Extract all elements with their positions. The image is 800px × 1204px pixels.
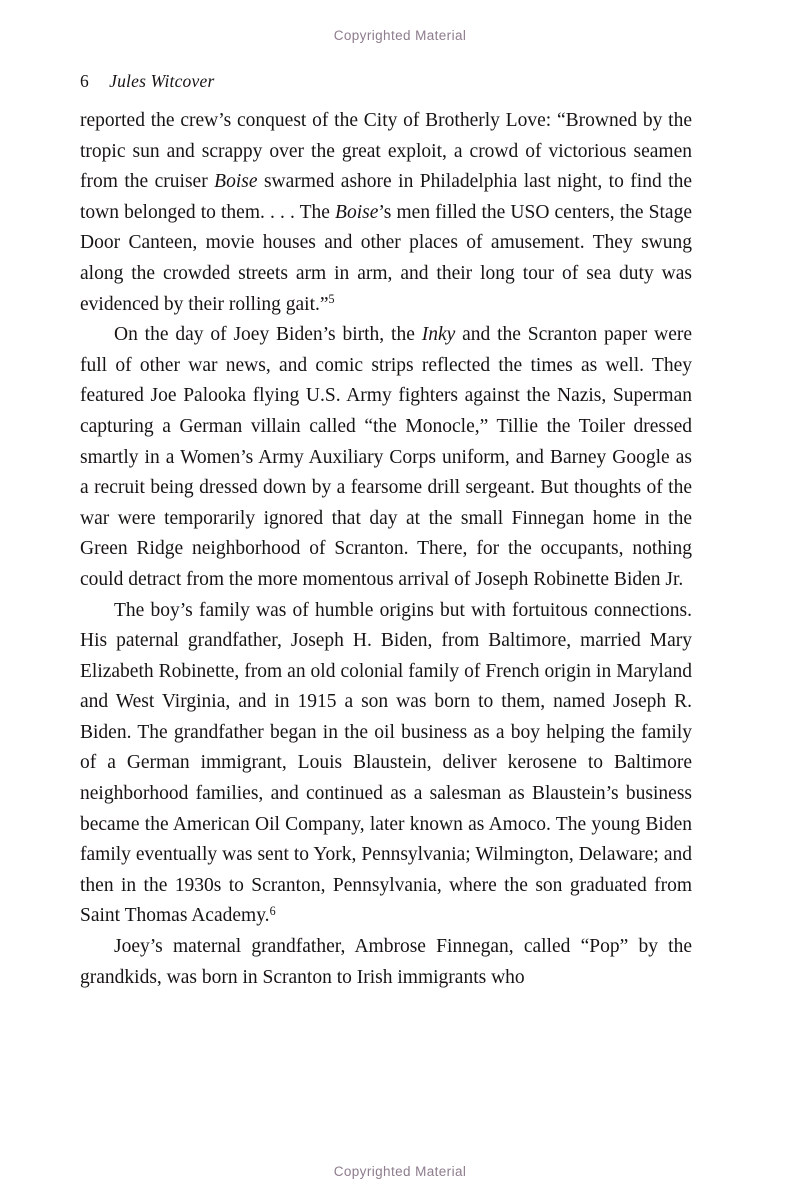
- body-text: [80, 106, 692, 993]
- italic-text: Boise: [214, 171, 258, 193]
- running-header: [80, 71, 214, 92]
- footnote-marker: 5: [328, 291, 335, 306]
- paragraph: [80, 932, 692, 993]
- paragraph: [80, 596, 692, 933]
- copyright-notice-top: Copyrighted Material: [333, 28, 467, 43]
- text-run: swarmed ashore in Philadelphia last night, to find the town belonged to them. . . . The: [80, 171, 692, 223]
- paragraph: [80, 320, 692, 595]
- text-run: reported the crew’s conquest of the City of Brotherly Love: “Browned by the tropic sun and scrappy over the great exploit, a crowd of victorious seamen from the cruiser: [80, 110, 692, 193]
- copyright-notice-bottom: Copyrighted Material: [333, 1164, 467, 1179]
- footnote-marker: 6: [269, 903, 276, 918]
- text-run: Joey’s maternal grandfather, Ambrose Finnegan, called “Pop” by the grandkids, was born in Scranton to Irish immigrants who: [80, 936, 692, 988]
- running-header-author: Jules Witcover: [109, 71, 215, 91]
- paragraph: [80, 106, 692, 320]
- italic-text: Inky: [421, 324, 456, 346]
- text-run: and the Scranton paper were full of other war news, and comic strips reflected the times as well. They featured Joe Palooka flying U.S. Army fighters against the Nazis, Superman capturing a German villain called “the Monocle,” Tillie the Toiler dressed smartly in a Women’s Army Auxiliary Corps uniform, and Barney Google as a recruit being dressed down by a fearsome drill sergeant. But thoughts of the war were temporarily ignored that day at the small Finnegan home in the Green Ridge neighborhood of Scranton. There, for the occupants, nothing could detract from the more momentous arrival of Joseph Robinette Biden Jr.: [80, 324, 692, 590]
- page-number: 6: [80, 71, 89, 91]
- text-run: ’s men filled the USO centers, the Stage Door Canteen, movie houses and other places of amusement. They swung along the crowded streets arm in arm, and their long tour of sea duty was evidenced by their rolling gait.”: [80, 201, 692, 315]
- text-run: The boy’s family was of humble origins but with fortuitous connections. His paternal grandfather, Joseph H. Biden, from Baltimore, married Mary Elizabeth Robinette, from an old colonial family of French origin in Maryland and West Virginia, and in 1915 a son was born to them, named Joseph R. Biden. The grandfather began in the oil business as a boy helping the family of a German immigrant, Louis Blaustein, deliver kerosene to Baltimore neighborhood families, and continued as a salesman as Blaustein’s business became the American Oil Company, later known as Amoco. The young Biden family eventually was sent to York, Pennsylvania; Wilmington, Delaware; and then in the 1930s to Scranton, Pennsylvania, where the son graduated from Saint Thomas Academy.: [80, 599, 692, 927]
- text-run: On the day of Joey Biden’s birth, the: [114, 324, 422, 346]
- italic-text: Boise: [335, 201, 379, 223]
